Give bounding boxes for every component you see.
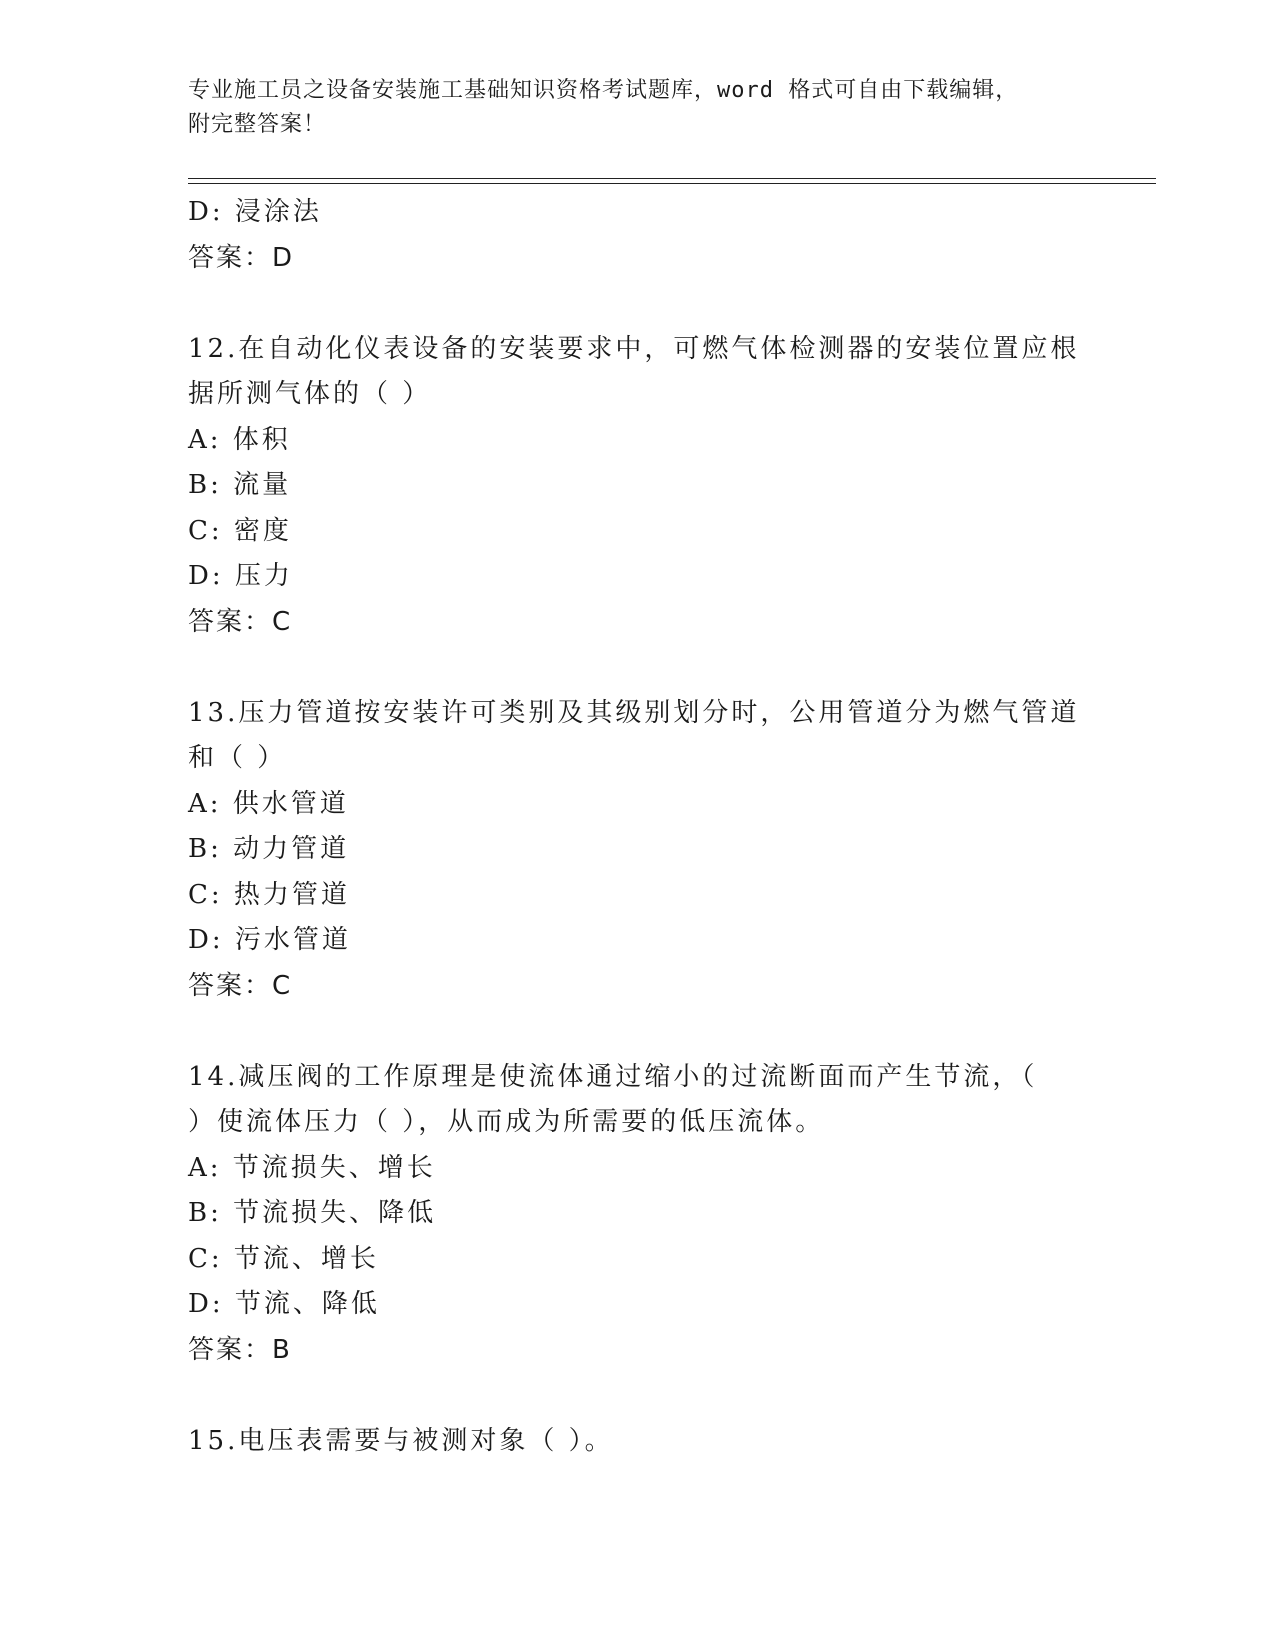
question-15 xyxy=(188,1419,1088,1465)
option-b: B: 动力管道 xyxy=(188,834,350,864)
answer-line: 答案：D xyxy=(188,242,295,273)
option-d: D: 浸涂法 xyxy=(188,197,322,227)
header-line-1: 专业施工员之设备安装施工基础知识资格考试题库，word 格式可自由下载编辑， xyxy=(188,78,1019,103)
option-c: C: 密度 xyxy=(188,515,292,546)
question-list xyxy=(188,190,1088,1464)
question-text-line-2: 据所测气体的（ ） xyxy=(188,379,432,409)
spacer xyxy=(188,281,1088,327)
question-text-line-1: 12.在自动化仪表设备的安装要求中，可燃气体检测器的安装位置应根 xyxy=(188,333,1080,364)
header-divider-bottom xyxy=(188,183,1156,184)
question-text-line-2: ）使流体压力（ ），从而成为所需要的低压流体。 xyxy=(188,1107,825,1137)
question-text-line-1: 15.电压表需要与被测对象（ ）。 xyxy=(188,1425,614,1456)
question-12 xyxy=(188,327,1088,646)
option-c: C: 节流、增长 xyxy=(188,1243,379,1274)
question-text-line-2: 和（ ） xyxy=(188,743,287,773)
option-a: A: 体积 xyxy=(188,424,291,455)
question-14 xyxy=(188,1055,1088,1374)
previous-question-tail xyxy=(188,190,1088,281)
answer-line: 答案：B xyxy=(188,1334,292,1365)
option-b: B: 流量 xyxy=(188,470,292,500)
option-d: D: 压力 xyxy=(188,561,293,591)
answer-line: 答案：C xyxy=(188,606,293,637)
option-d: D: 节流、降低 xyxy=(188,1289,380,1319)
spacer xyxy=(188,1009,1088,1055)
spacer xyxy=(188,1373,1088,1419)
option-a: A: 节流损失、增长 xyxy=(188,1152,436,1183)
option-b: B: 节流损失、降低 xyxy=(188,1198,437,1228)
header-line-2: 附完整答案！ xyxy=(188,112,327,137)
spacer xyxy=(188,645,1088,691)
question-text-line-1: 14.减压阀的工作原理是使流体通过缩小的过流断面而产生节流，（ xyxy=(188,1061,1038,1092)
question-text-line-1: 13.压力管道按安装许可类别及其级别划分时，公用管道分为燃气管道 xyxy=(188,697,1080,728)
option-c: C: 热力管道 xyxy=(188,879,350,910)
question-13 xyxy=(188,691,1088,1010)
option-a: A: 供水管道 xyxy=(188,788,349,819)
page-header xyxy=(188,74,1068,142)
answer-line: 答案：C xyxy=(188,970,293,1001)
option-d: D: 污水管道 xyxy=(188,925,351,955)
header-divider-top xyxy=(188,178,1156,179)
